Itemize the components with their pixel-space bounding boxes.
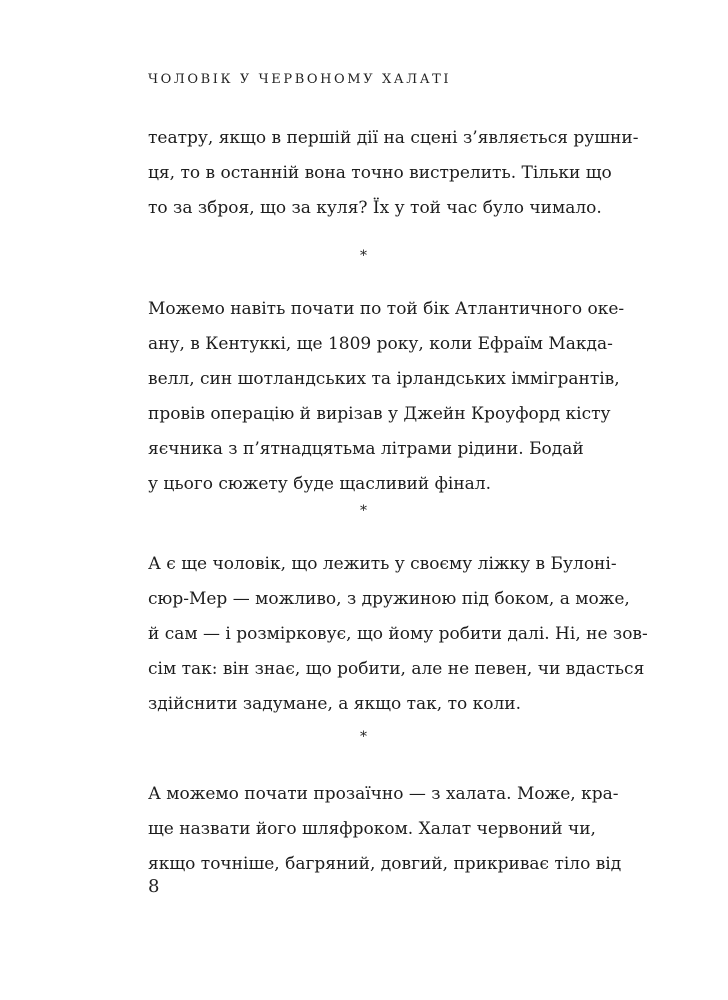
text-line: ця, то в останній вона точно вистрелить. Тільки що <box>148 163 612 183</box>
text-line: то за зброя, що за куля? Їх у той час було чимало. <box>148 198 602 218</box>
section-separator: * <box>360 503 367 519</box>
text-line: провів операцію й вирізав у Джейн Кроуфорд кісту <box>148 404 611 424</box>
text-line: Можемо навіть почати по той бік Атлантичного оке- <box>148 299 625 319</box>
running-head: ЧОЛОВІК У ЧЕРВОНОМУ ХАЛАТІ <box>148 72 452 87</box>
text-line: ще назвати його шляфроком. Халат червоний чи, <box>148 819 596 839</box>
text-line: А є ще чоловік, що лежить у своєму ліжку в Булоні- <box>148 554 617 574</box>
paragraph-2 <box>148 292 625 502</box>
text-line: сім так: він знає, що робити, але не певен, чи вдасться <box>148 659 645 679</box>
paragraph-1 <box>148 121 639 226</box>
page-number: 8 <box>148 876 160 897</box>
paragraph-4 <box>148 777 622 882</box>
paragraph-3 <box>148 547 648 722</box>
text-line: ану, в Кентуккі, ще 1809 року, коли Ефраїм Макда- <box>148 334 613 354</box>
section-separator: * <box>360 729 367 745</box>
text-line: сюр-Мер — можливо, з дружиною під боком, а може, <box>148 589 630 609</box>
text-line: й сам — і розмірковує, що йому робити далі. Ні, не зов- <box>148 624 648 644</box>
text-line: А можемо почати прозаїчно — з халата. Може, кра- <box>148 784 619 804</box>
section-separator: * <box>360 248 367 264</box>
text-line: здійснити задумане, а якщо так, то коли. <box>148 694 522 714</box>
text-line: велл, син шотландських та ірландських іммігрантів, <box>148 369 620 389</box>
text-line: у цього сюжету буде щасливий фінал. <box>148 474 492 494</box>
text-line: яєчника з п’ятнадцятьма літрами рідини. Бодай <box>148 439 584 459</box>
text-line: театру, якщо в першій дії на сцені з’являється рушни- <box>148 128 639 148</box>
text-line: якщо точніше, багряний, довгий, прикриває тіло від <box>148 854 622 874</box>
